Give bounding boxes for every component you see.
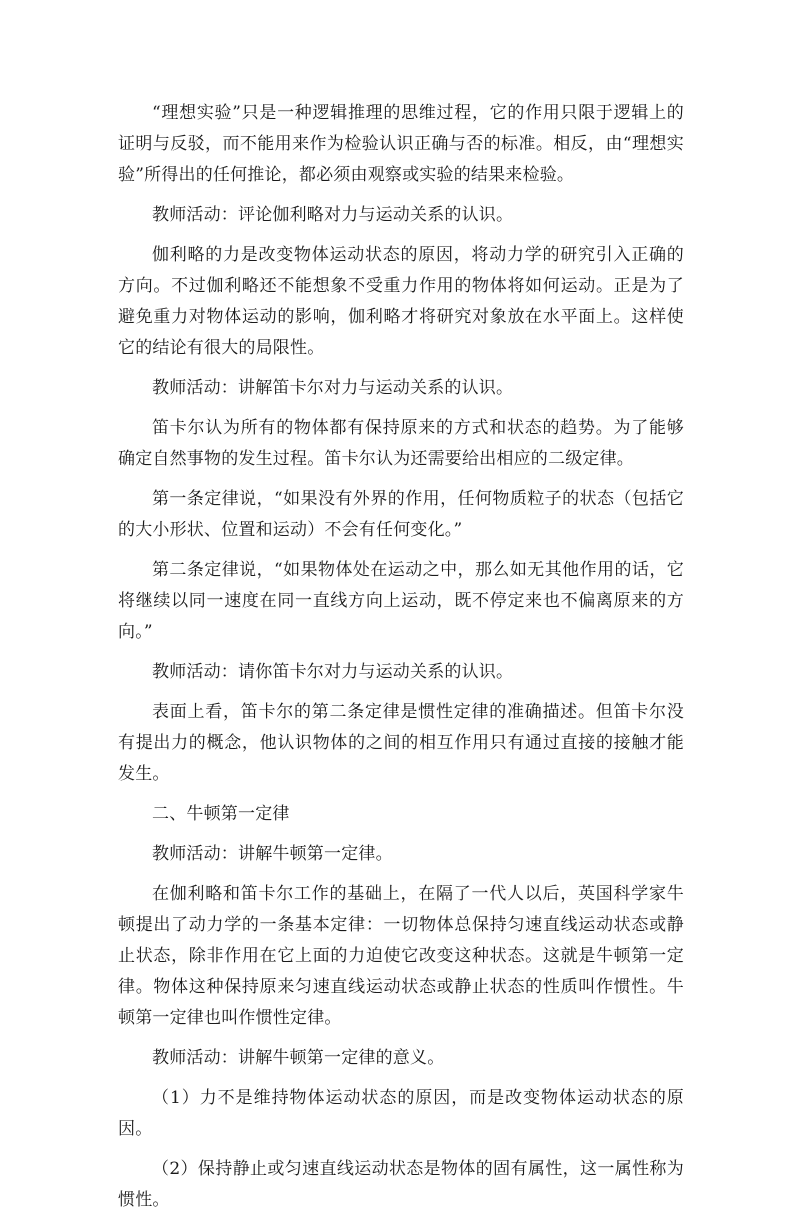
paragraph-teacher-activity-galileo: 教师活动：评论伽利略对力与运动关系的认识。: [152, 205, 514, 225]
paragraph-descartes-view: 笛卡尔认为所有的物体都有保持原来的方式和状态的趋势。为了能够确定自然事物的发生过程。笛卡尔认为还需要给出相应的二级定律。: [118, 418, 684, 469]
list-item-meaning-2: （2）保持静止或匀速直线运动状态是物体的固有属性，这一属性称为惯性。: [118, 1159, 684, 1210]
paragraph-first-law-descartes: 第一条定律说，“如果没有外界的作用，任何物质粒子的状态（包括它的大小形状、位置和运动）不会有任何变化。”: [118, 489, 684, 540]
list-item-meaning-1: （1）力不是维持物体运动状态的原因，而是改变物体运动状态的原因。: [118, 1088, 684, 1139]
paragraph-ideal-experiment: “理想实验”只是一种逻辑推理的思维过程，它的作用只限于逻辑上的证明与反驳，而不能用来作为检验认识正确与否的标准。相反，由“理想实验”所得出的任何推论，都必须由观察或实验的结果来检验。: [118, 103, 684, 185]
paragraph-teacher-activity-meaning: 教师活动：讲解牛顿第一定律的意义。: [152, 1048, 445, 1068]
paragraph-second-law-descartes: 第二条定律说，“如果物体处在运动之中，那么如无其他作用的话，它将继续以同一速度在同一直线方向上运动，既不停定来也不偏离原来的方向。”: [118, 560, 684, 642]
paragraph-newton-first-law: 在伽利略和笛卡尔工作的基础上，在隔了一代人以后，英国科学家牛顿提出了动力学的一条基本定律：一切物体总保持匀速直线运动状态或静止状态，除非作用在它上面的力迫使它改变这种状态。这就是牛顿第一定律。物体这种保持原来匀速直线运动状态或静止状态的性质叫作惯性。牛顿第一定律也叫作惯性定律。: [118, 884, 684, 1028]
paragraph-teacher-activity-descartes: 教师活动：讲解笛卡尔对力与运动关系的认识。: [152, 378, 514, 398]
paragraph-galileo-force: 伽利略的力是改变物体运动状态的原因，将动力学的研究引入正确的方向。不过伽利略还不能想象不受重力作用的物体将如何运动。正是为了避免重力对物体运动的影响，伽利略才将研究对象放在水平面上。这样使它的结论有很大的局限性。: [118, 245, 684, 358]
paragraph-descartes-analysis: 表面上看，笛卡尔的第二条定律是惯性定律的准确描述。但笛卡尔没有提出力的概念，他认识物体的之间的相互作用只有通过直接的接触才能发生。: [118, 702, 684, 784]
section-heading-newton-first-law: 二、牛顿第一定律: [152, 804, 290, 824]
document-body: [118, 98, 684, 1225]
paragraph-teacher-activity-newton: 教师活动：讲解牛顿第一定律。: [152, 844, 393, 864]
paragraph-teacher-activity-question: 教师活动：请你笛卡尔对力与运动关系的认识。: [152, 662, 514, 682]
